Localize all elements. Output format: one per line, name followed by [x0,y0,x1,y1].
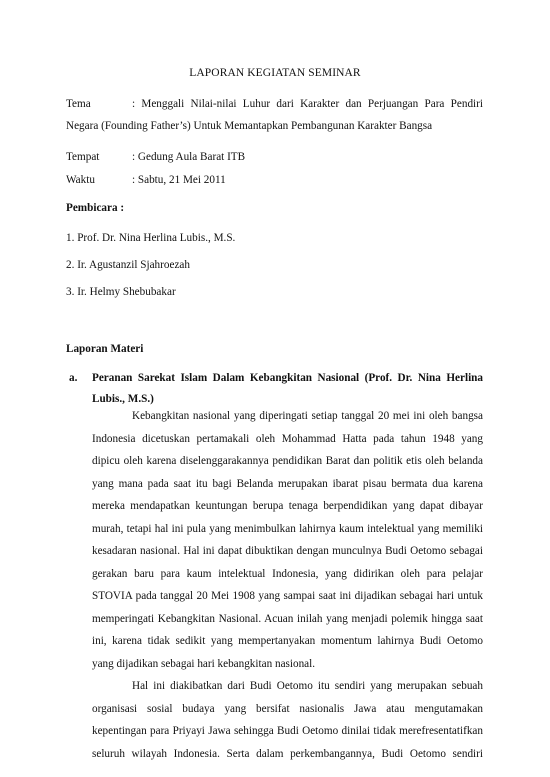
body-line: mereka mendapatkan keuntungan berupa tenaga berpendidikan yang dapat dibayar [92,500,483,512]
body-line: Indonesia dicetuskan pertamakali oleh Mohammad Hatta pada tahun 1948 yang [92,432,483,445]
section-title-line2: Lubis., M.S.) [92,393,154,405]
tempat-value: : Gedung Aula Barat ITB [132,151,246,163]
body-line: yang dijadikan sebagai hari kebangkitan nasional. [92,657,316,670]
pembicara-heading: Pembicara : [66,202,125,214]
body-line: dipicu oleh karena diselenggarakannya pendidikan Barat dan politik etis oleh belanda [92,455,483,467]
pembicara-item: 2. Ir. Agustanzil Sjahroezah [66,259,190,271]
tempat-label: Tempat [66,151,100,163]
tema-value-line1: : Menggali Nilai-nilai Luhur dari Karakter dan Perjuangan Para Pendiri [132,98,483,110]
laporan-heading: Laporan Materi [66,343,144,355]
section-body [92,405,483,765]
tema-label: Tema [66,98,91,110]
body-line: organisasi sosial budaya yang bersifat nasionalis Jawa atau mengutamakan [92,702,483,715]
body-line: kepentingan para Priyayi Jawa sehingga Budi Oetomo dinilai tidak merefresentatifkan [92,725,483,737]
body-line: ini, karena tidak sedikit yang mempertanyakan momentum lahirnya Budi Oetomo [92,635,483,647]
document-title: LAPORAN KEGIATAN SEMINAR [189,67,361,79]
body-line: seluruh wilayah Indonesia. Serta dalam perkembangannya, Budi Oetomo sendiri [92,747,483,760]
body-line: Hal ini diakibatkan dari Budi Oetomo itu sendiri yang merupakan sebuah [132,680,483,692]
body-line: Kebangkitan nasional yang diperingati setiap tanggal 20 mei ini oleh bangsa [132,410,483,422]
body-line: STOVIA pada tanggal 20 Mei 1908 yang sampai saat ini dijadikan sebagai hari untuk [92,590,483,602]
body-line: murah, tetapi hal ini pula yang menimbulkan lahirnya kaum intelektual yang memiliki [92,522,483,535]
waktu-label: Waktu [66,174,95,186]
pembicara-item: 1. Prof. Dr. Nina Herlina Lubis., M.S. [66,232,236,244]
waktu-value: : Sabtu, 21 Mei 2011 [132,174,226,186]
section-marker: a. [69,372,78,384]
body-line: yang mana pada saat itu bagi Belanda merupakan ibarat pisau bermata dua karena [92,477,483,490]
body-line: gerakan baru para kaum intelektual Indonesia, yang didirikan oleh para pelajar [92,567,483,580]
tema-value-line2: Negara (Founding Father’s) Untuk Memantapkan Pembangunan Karakter Bangsa [66,120,433,132]
body-line: memperingati Kebangkitan Nasional. Acuan inilah yang menjadi polemik hingga saat [92,612,483,625]
body-line: kesadaran nasional. Hal ini dapat dibuktikan dengan munculnya Budi Oetomo sebagai [92,545,483,557]
section-title-line1: Peranan Sarekat Islam Dalam Kebangkitan Nasional (Prof. Dr. Nina Herlina [92,372,483,384]
pembicara-item: 3. Ir. Helmy Shebubakar [66,286,176,298]
